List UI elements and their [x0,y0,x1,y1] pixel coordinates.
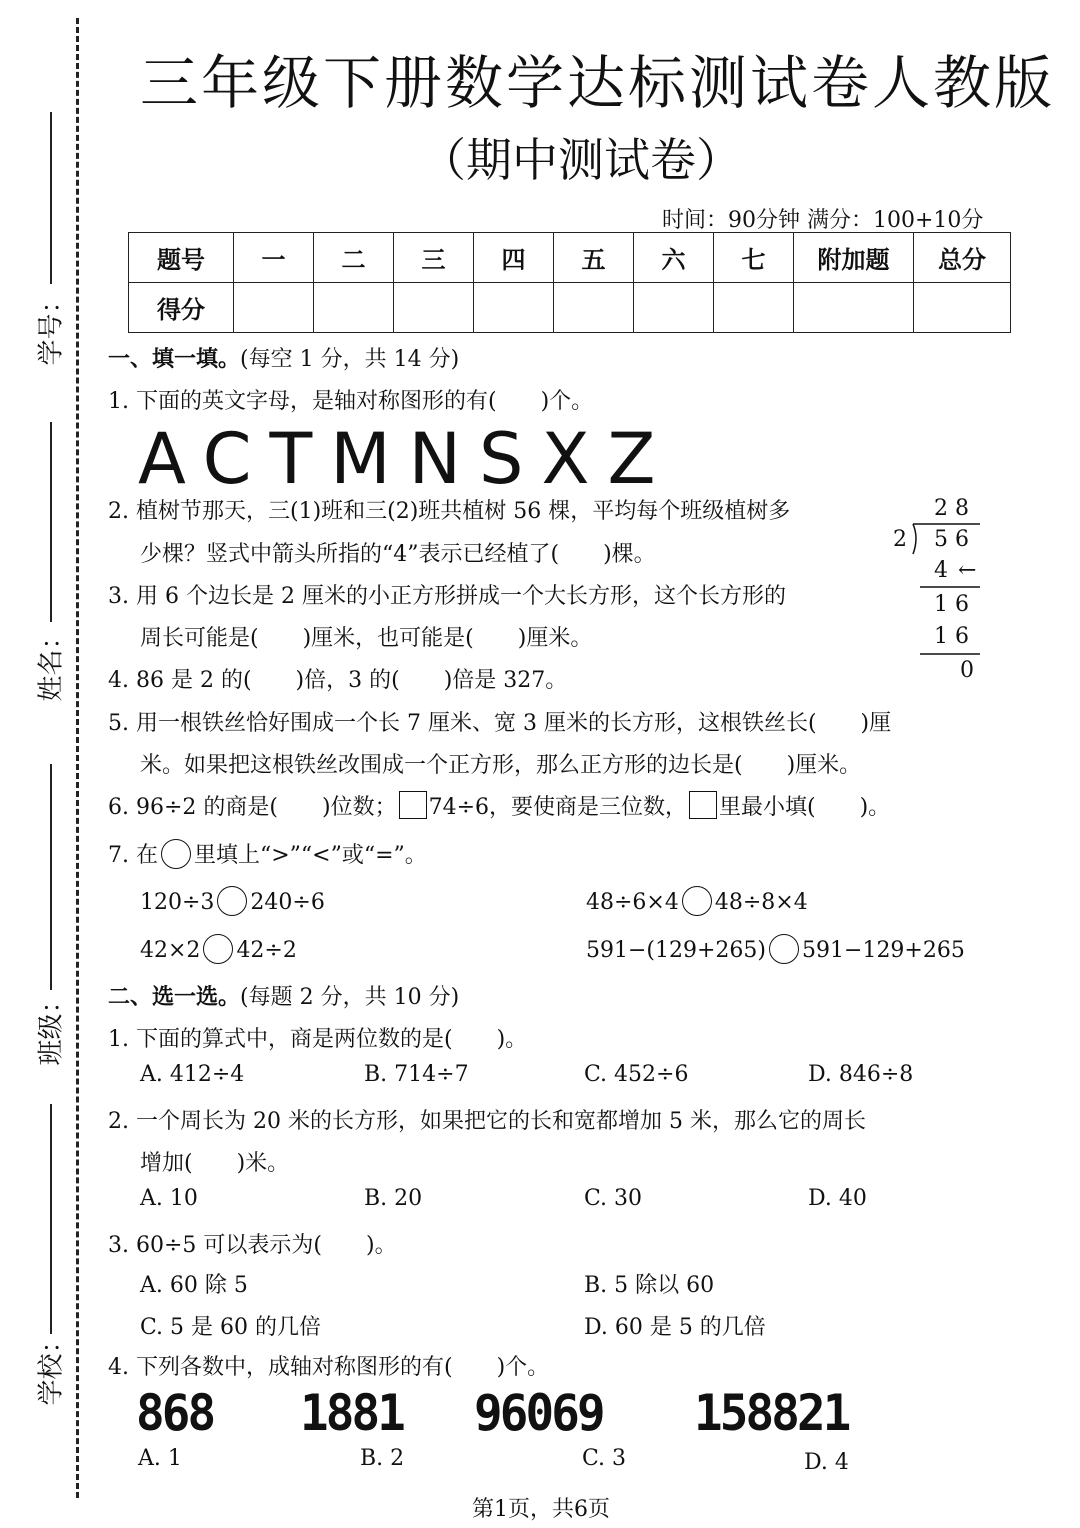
section-2-heading [108,980,459,1011]
s2-q4: 4. 下列各数中，成轴对称图形的有( )个。 [108,1355,550,1380]
section-2-title: 二、选一选。 [108,985,241,1010]
s1-q7-compare-2 [586,886,808,916]
score-row-label: 得分 [129,283,234,333]
section-2-note: (每题 2 分，共 10 分) [240,985,460,1010]
s2-q4-number-2: 1881 [300,1384,404,1442]
s2-q3-opt-c: C. 5 是 60 的几倍 [140,1315,322,1340]
s2-q3-opt-b: B. 5 除以 60 [584,1273,715,1298]
s1-q6-part2: 74÷6，要使商是三位数， [428,795,688,820]
blank-square-icon [399,791,427,819]
s2-q2-opt-c: C. 30 [584,1186,643,1211]
s1-q7 [108,838,427,869]
s2-q2-opt-d: D. 40 [808,1186,867,1211]
score-header-cell: 四 [474,233,554,283]
s2-q1-opt-b: B. 714÷7 [364,1062,469,1087]
s2-q4-number-4: 158821 [694,1384,849,1442]
s2-q2-line1: 2. 一个周长为 20 米的长方形，如果把它的长和宽都增加 5 米，那么它的周长 [108,1109,866,1134]
s2-q1-opt-d: D. 846÷8 [808,1062,914,1087]
score-table-header-row [129,233,1011,283]
score-table-score-row [129,283,1011,333]
score-header-cell: 二 [314,233,394,283]
s2-q2-opt-b: B. 20 [364,1186,423,1211]
page-title: 三年级下册数学达标测试卷人教版 [140,49,1056,117]
score-header-cell: 一 [234,233,314,283]
blank-circle-icon [682,886,712,916]
compare-left: 591−(129+265) [586,938,767,963]
s2-q4-opt-a: A. 1 [138,1446,182,1471]
s1-q7-compare-3 [140,934,297,964]
score-header-cell: 三 [394,233,474,283]
ld-step3: 1 6 [934,624,969,649]
ld-arrow-icon: ← [958,558,977,583]
s2-q4-opt-c: C. 3 [582,1446,627,1471]
s1-q5-line1: 5. 用一根铁丝恰好围成一个长 7 厘米、宽 3 厘米的长方形，这根铁丝长( )厘 [108,711,892,736]
name-line [50,422,52,622]
name-label: 姓名： [36,623,67,702]
s1-q2-line2: 少棵？竖式中箭头所指的“4”表示已经植了( )棵。 [140,542,656,567]
ld-step1: 4 [934,558,948,583]
class-line [50,764,52,990]
compare-left: 120÷3 [140,890,215,915]
blank-circle-icon [203,934,233,964]
s2-q4-opt-b: B. 2 [360,1446,405,1471]
blank-square-icon [689,791,717,819]
s1-q6 [108,790,890,821]
compare-right: 48÷8×4 [714,890,808,915]
s2-q1-opt-a: A. 412÷4 [140,1062,245,1087]
s1-q2-line1: 2. 植树节那天，三(1)班和三(2)班共植树 56 棵，平均每个班级植树多 [108,499,791,524]
section-1-title: 一、填一填。 [108,347,241,372]
s2-q2-line2: 增加( )米。 [140,1151,290,1176]
school-label: 学校： [36,1327,67,1406]
s1-q6-part1: 6. 96÷2 的商是( )位数； [108,795,397,820]
compare-right: 240÷6 [250,890,325,915]
s1-q3-line2: 周长可能是( )厘米，也可能是( )厘米。 [140,626,593,651]
score-cell[interactable] [914,283,1011,333]
compare-left: 48÷6×4 [586,890,679,915]
s1-q7-part2: 里填上“>”“<”或“=”。 [193,843,427,868]
exam-meta: 时间：90分钟 满分：100+10分 [662,208,984,233]
s2-q1-opt-c: C. 452÷6 [584,1062,689,1087]
score-header-cell: 总分 [914,233,1011,283]
score-cell[interactable] [314,283,394,333]
s1-q7-compare-4 [586,934,965,964]
s1-q1: 1. 下面的英文字母，是轴对称图形的有( )个。 [108,389,594,414]
score-cell[interactable] [714,283,794,333]
ld-dividend: 5 6 [934,527,969,552]
s2-q2-opt-a: A. 10 [140,1186,198,1211]
s2-q4-number-1: 868 [136,1384,214,1442]
compare-left: 42×2 [140,938,201,963]
student-id-line [50,112,52,284]
s2-q4-opt-d: D. 4 [804,1450,849,1475]
s1-q4: 4. 86 是 2 的( )倍，3 的( )倍是 327。 [108,668,568,693]
ld-remainder: 0 [960,658,974,683]
blank-circle-icon [769,934,799,964]
compare-right: 591−129+265 [802,938,965,963]
score-header-cell: 七 [714,233,794,283]
class-label: 班级： [36,987,67,1066]
ld-divisor: 2 [893,527,907,552]
score-cell[interactable] [394,283,474,333]
school-line [50,1104,52,1334]
s2-q1: 1. 下面的算式中，商是两位数的是( )。 [108,1027,528,1052]
page-subtitle: （期中测试卷） [420,133,742,187]
page-footer: 第1页，共6页 [472,1497,610,1522]
score-header-cell: 附加题 [794,233,914,283]
s1-q1-letters: ACTMNSXZ [138,418,674,500]
s1-q7-part1: 7. 在 [108,843,158,868]
binding-dashed-line [76,18,79,1498]
s1-q7-compare-1 [140,886,325,916]
s1-q5-line2: 米。如果把这根铁丝改围成一个正方形，那么正方形的边长是( )厘米。 [140,753,862,778]
score-header-cell: 六 [634,233,714,283]
s2-q3-opt-a: A. 60 除 5 [140,1273,248,1298]
section-1-note: (每空 1 分，共 14 分) [240,347,460,372]
score-table [128,232,1011,333]
s1-q6-part3: 里最小填( )。 [719,795,891,820]
s2-q3-opt-d: D. 60 是 5 的几倍 [584,1315,766,1340]
score-cell[interactable] [234,283,314,333]
score-header-cell: 五 [554,233,634,283]
score-cell[interactable] [474,283,554,333]
ld-rule-2 [920,652,980,656]
s2-q3: 3. 60÷5 可以表示为( )。 [108,1233,397,1258]
s1-q3-line1: 3. 用 6 个边长是 2 厘米的小正方形拼成一个大长方形，这个长方形的 [108,584,786,609]
score-header-cell: 题号 [129,233,234,283]
score-cell[interactable] [794,283,914,333]
compare-right: 42÷2 [236,938,297,963]
ld-step2: 1 6 [934,592,969,617]
score-cell[interactable] [554,283,634,333]
ld-rule-1 [920,585,980,589]
blank-circle-icon [217,886,247,916]
ld-quotient: 2 8 [934,496,969,521]
student-id-label: 学号： [36,287,67,366]
s2-q4-number-3: 96069 [474,1384,603,1442]
score-cell[interactable] [634,283,714,333]
blank-circle-icon [161,839,191,869]
section-1-heading [108,342,459,373]
